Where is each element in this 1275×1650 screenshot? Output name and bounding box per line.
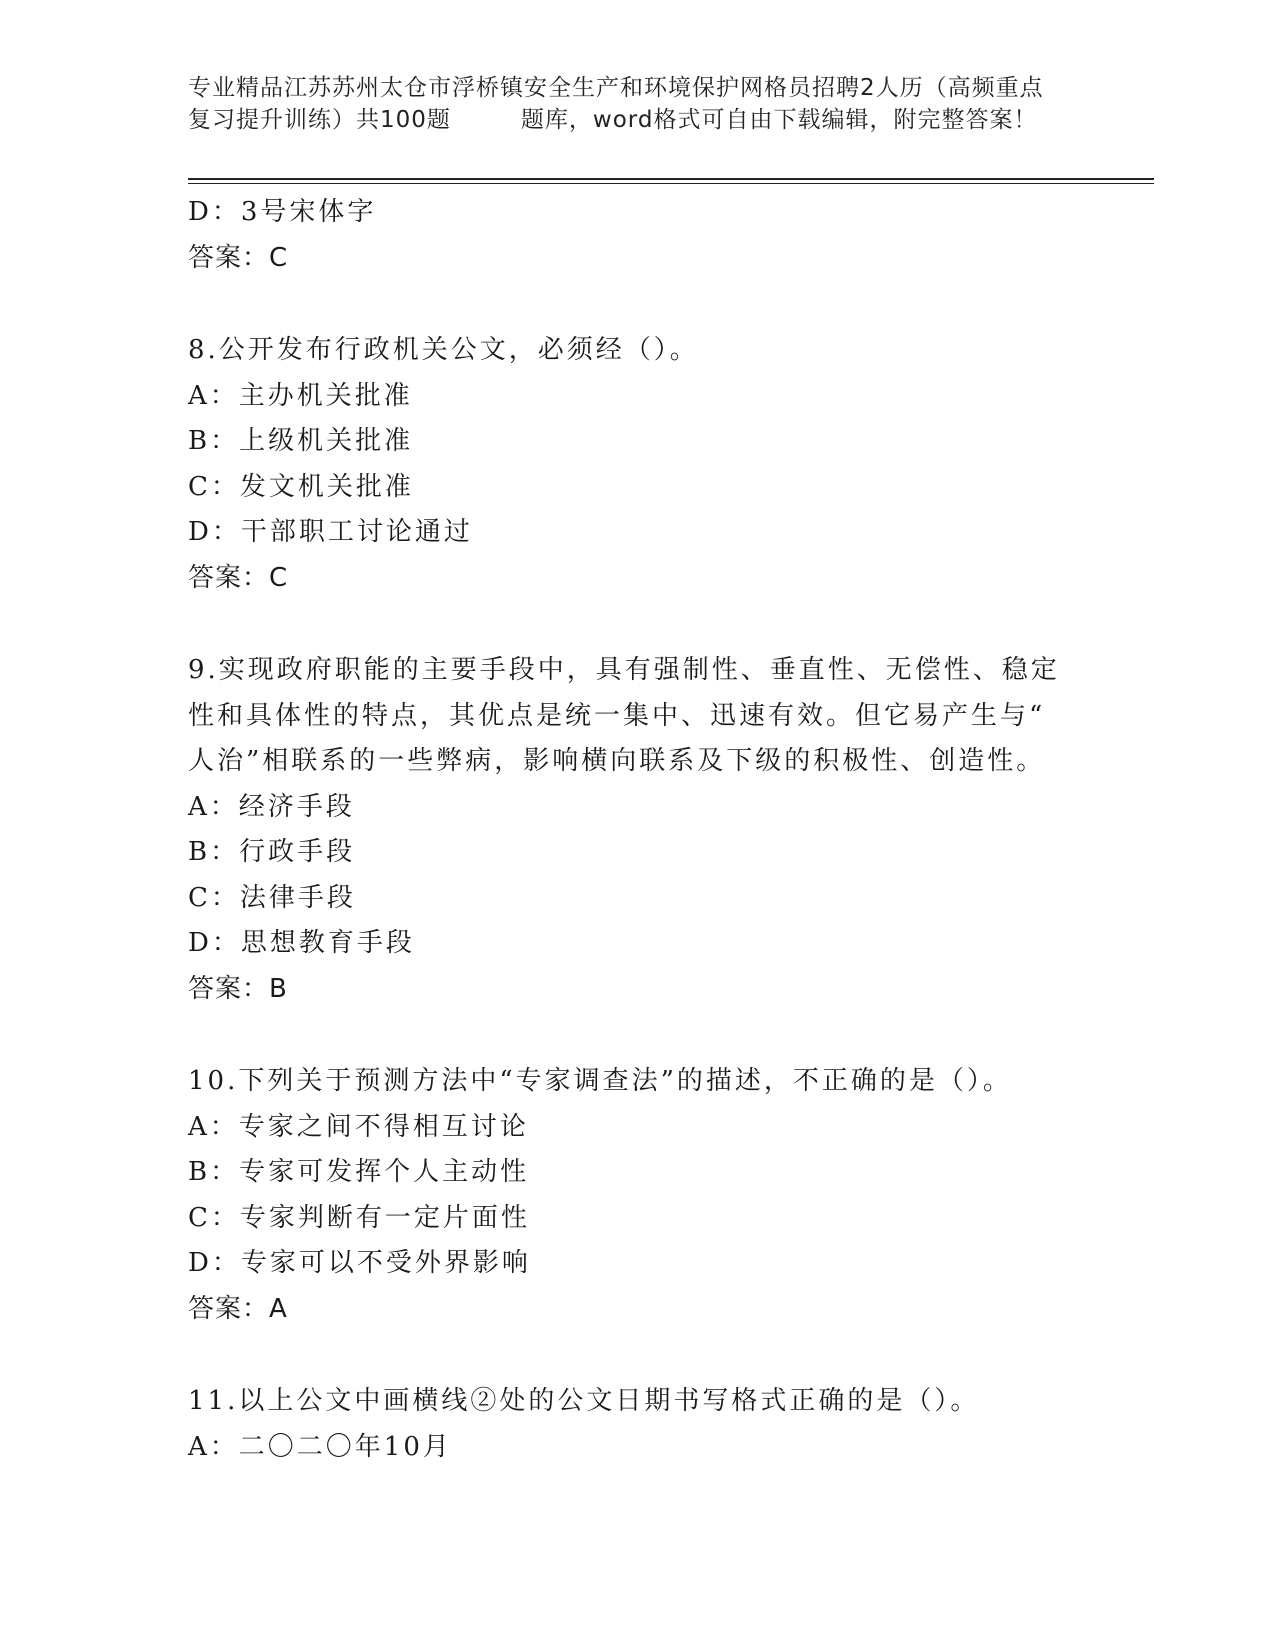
option-b: B：专家可发挥个人主动性 xyxy=(188,1157,530,1187)
question-previous xyxy=(188,190,1088,281)
option-a: A：经济手段 xyxy=(188,791,355,822)
option-b: B：行政手段 xyxy=(188,837,356,867)
answer: 答案：C xyxy=(188,562,289,593)
question-stem: 8.公开发布行政机关公文，必须经（）。 xyxy=(188,335,699,365)
answer: 答案：C xyxy=(188,242,289,273)
question-stem: 11.以上公文中画横线②处的公文日期书写格式正确的是（）。 xyxy=(188,1386,980,1416)
question-11 xyxy=(188,1379,1088,1470)
answer: 答案：A xyxy=(188,1293,288,1324)
option-a: A：专家之间不得相互讨论 xyxy=(188,1111,529,1142)
header-line-2-part-b: 题库，word格式可自由下载编辑，附完整答案！ xyxy=(520,107,1038,133)
header-line-1: 专业精品江苏苏州太仓市浮桥镇安全生产和环境保护网格员招聘2人历（高频重点 xyxy=(188,75,1044,101)
question-8 xyxy=(188,328,1088,601)
question-stem-line-2: 性和具体性的特点，其优点是统一集中、迅速有效。但它易产生与“ xyxy=(188,700,1046,731)
option-d: D：思想教育手段 xyxy=(188,928,415,958)
question-stem-line-1: 9.实现政府职能的主要手段中，具有强制性、垂直性、无偿性、稳定 xyxy=(188,655,1060,685)
header-line-2-part-a: 复习提升训练）共100题 xyxy=(188,107,451,133)
option-d: D：3号宋体字 xyxy=(188,197,377,227)
header-line-2 xyxy=(188,104,1088,136)
question-stem-line-3: 人治”相联系的一些弊病，影响横向联系及下级的积极性、创造性。 xyxy=(188,746,1046,776)
question-9 xyxy=(188,648,1088,1012)
question-stem: 10.下列关于预测方法中“专家调查法”的描述，不正确的是（）。 xyxy=(188,1066,1012,1096)
option-c: C：发文机关批准 xyxy=(188,471,414,502)
document-header xyxy=(188,72,1088,136)
header-divider-thin xyxy=(188,183,1154,184)
option-c: C：专家判断有一定片面性 xyxy=(188,1202,530,1233)
answer: 答案：B xyxy=(188,973,288,1004)
option-a: A：主办机关批准 xyxy=(188,380,413,411)
option-b: B：上级机关批准 xyxy=(188,426,414,456)
option-c: C：法律手段 xyxy=(188,882,356,913)
option-d: D：专家可以不受外界影响 xyxy=(188,1248,531,1278)
header-divider xyxy=(188,178,1154,180)
option-d: D：干部职工讨论通过 xyxy=(188,517,473,547)
question-10 xyxy=(188,1059,1088,1332)
option-a: A：二〇二〇年10月 xyxy=(188,1431,452,1462)
question-list xyxy=(188,190,1088,1470)
